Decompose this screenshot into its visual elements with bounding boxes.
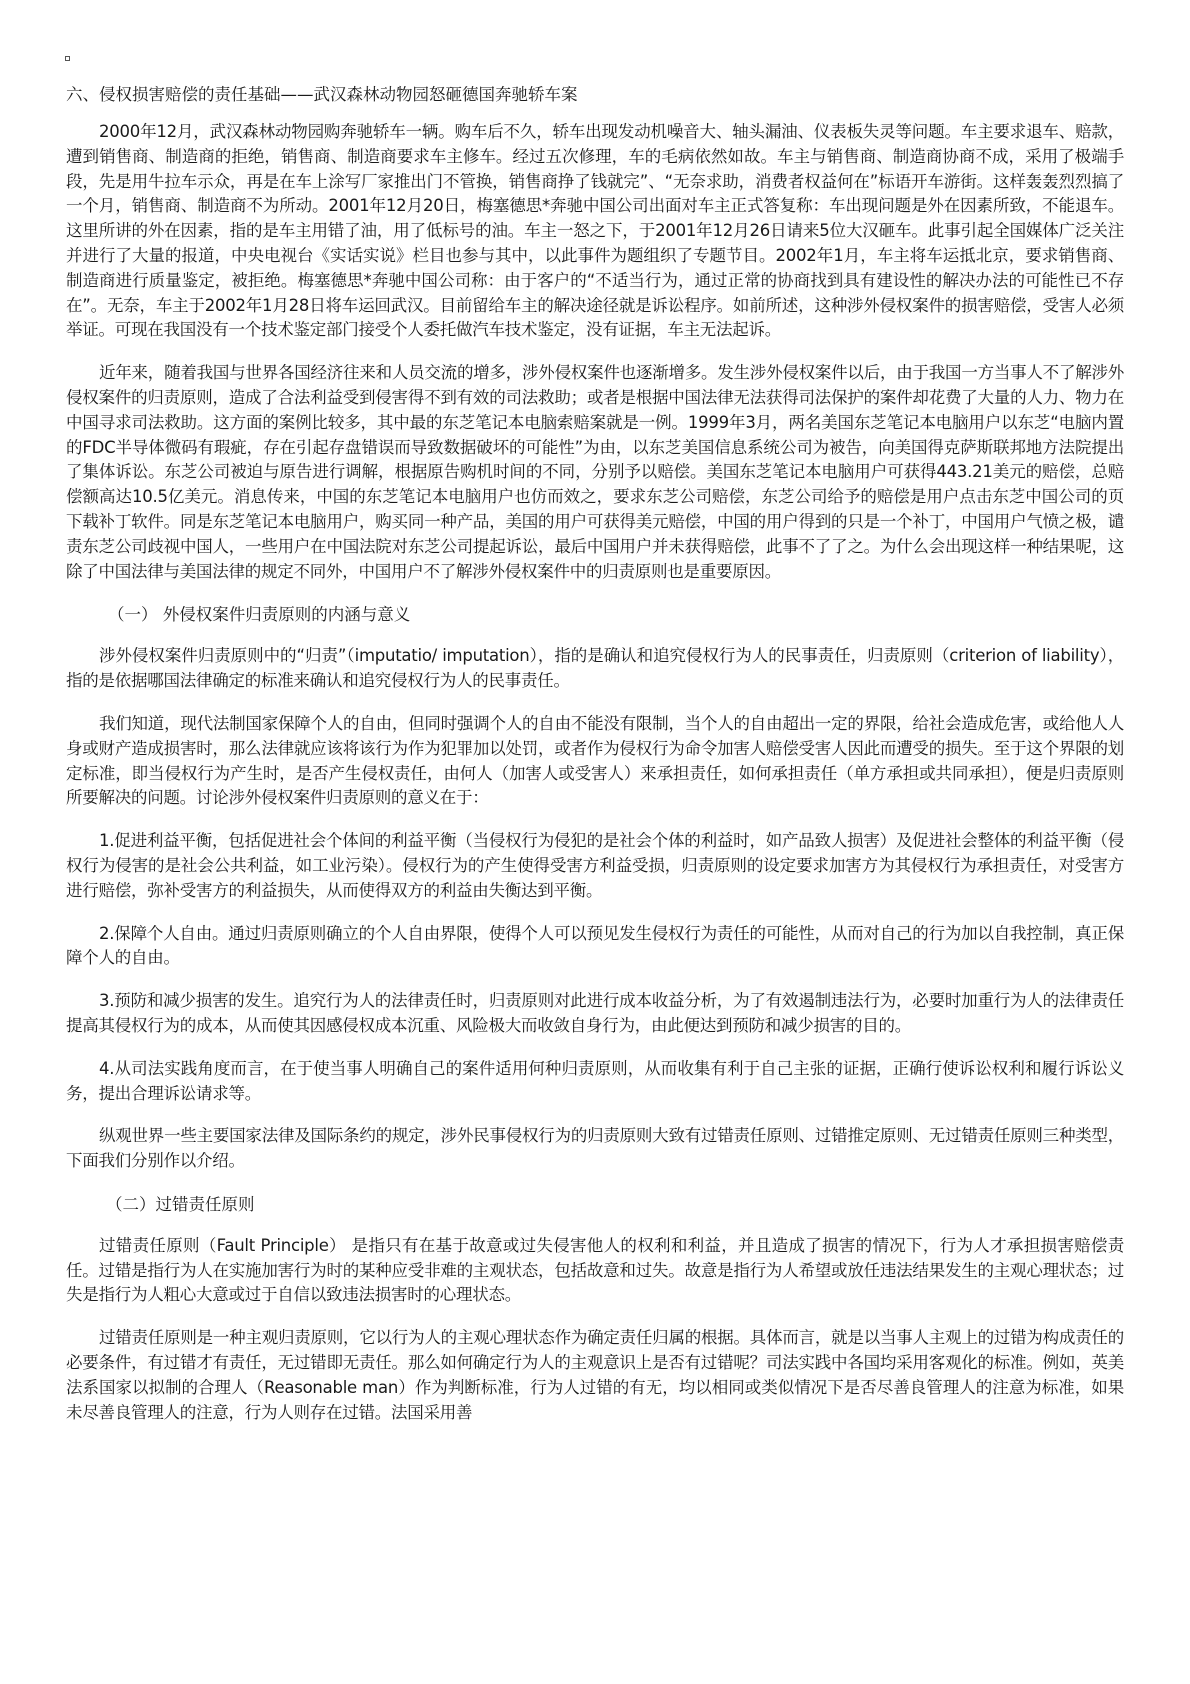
paragraph: 近年来，随着我国与世界各国经济往来和人员交流的增多，涉外侵权案件也逐渐增多。发生涉外侵权案件以后，由于我国一方当事人不了解涉外侵权案件的归责原则，造成了合法利益受到侵害得不到有效的司法救助；或者是根据中国法律无法获得司法保护的案件却花费了大量的人力、物力在中国寻求司法救助。这方面的案例比较多，其中最的东芝笔记本电脑索赔案就是一例。1999年3月，两名美国东芝笔记本电脑用户以东芝“电脑内置的FDC半导体微码有瑕疵，存在引起存盘错误而导致数据破坏的可能性”为由，以东芝美国信息系统公司为被告，向美国得克萨斯联邦地方法院提出了集体诉讼。东芝公司被迫与原告进行调解，根据原告购机时间的不同，分别予以赔偿。美国东芝笔记本电脑用户可获得443.21美元的赔偿，总赔偿额高达10.5亿美元。消息传来，中国的东芝笔记本电脑用户也仿而效之，要求东芝公司赔偿，东芝公司给予的赔偿是用户点击东芝中国公司的页下载补丁软件。同是东芝笔记本电脑用户，购买同一种产品，美国的用户可获得美元赔偿，中国的用户得到的只是一个补丁，中国用户气愤之极，谴责东芝公司歧视中国人，一些用户在中国法院对东芝公司提起诉讼，最后中国用户并未获得赔偿，此事不了了之。为什么会出现这样一种结果呢，这除了中国法律与美国法律的规定不同外，中国用户不了解涉外侵权案件中的归责原则也是重要原因。 [66, 363, 1124, 581]
paragraph: 纵观世界一些主要国家法律及国际条约的规定，涉外民事侵权行为的归责原则大致有过错责任原则、过错推定原则、无过错责任原则三种类型，下面我们分别作以介绍。 [66, 1126, 1124, 1171]
subsection-heading: （一） 外侵权案件归责原则的内涵与意义 [108, 605, 411, 625]
document-body [66, 82, 1124, 1443]
paragraph: 1.促进利益平衡，包括促进社会个体间的利益平衡（当侵权行为侵犯的是社会个体的利益时，如产品致人损害）及促进社会整体的利益平衡（侵权行为侵害的是社会公共利益，如工业污染）。侵权行为的产生使得受害方利益受损，归责原则的设定要求加害方为其侵权行为承担责任，对受害方进行赔偿，弥补受害方的利益损失，从而使得双方的利益由失衡达到平衡。 [66, 831, 1124, 900]
paragraph: 过错责任原则是一种主观归责原则，它以行为人的主观心理状态作为确定责任归属的根据。具体而言，就是以当事人主观上的过错为构成责任的必要条件，有过错才有责任，无过错即无责任。那么如何确定行为人的主观意识上是否有过错呢？司法实践中各国均采用客观化的标准。例如，英美法系国家以拟制的合理人（Reasonable man）作为判断标准，行为人过错的有无，均以相同或类似情况下是否尽善良管理人的注意为标准，如果未尽善良管理人的注意，行为人则存在过错。法国采用善 [66, 1328, 1124, 1422]
subsection-heading: （二）过错责任原则 [106, 1194, 255, 1214]
paragraph: 4.从司法实践角度而言，在于使当事人明确自己的案件适用何种归责原则，从而收集有利于自己主张的证据，正确行使诉讼权利和履行诉讼义务，提出合理诉讼请求等。 [66, 1058, 1124, 1103]
section-title: 六、侵权损害赔偿的责任基础——武汉森林动物园怒砸德国奔驰轿车案 [66, 85, 578, 104]
paragraph: 2000年12月，武汉森林动物园购奔驰轿车一辆。购车后不久，轿车出现发动机噪音大、轴头漏油、仪表板失灵等问题。车主要求退车、赔款，遭到销售商、制造商的拒绝，销售商、制造商要求车主修车。经过五次修理，车的毛病依然如故。车主与销售商、制造商协商不成，采用了极端手段，先是用牛拉车示众，再是在车上涂写厂家推出门不管换，销售商挣了钱就完”、“无奈求助，消费者权益何在”标语开车游街。这样轰轰烈烈搞了一个月，销售商、制造商不为所动。2001年12月20日，梅塞德思*奔驰中国公司出面对车主正式答复称：车出现问题是外在因素所致，不能退车。这里所讲的外在因素，指的是车主用错了油，用了低标号的油。车主一怒之下，于2001年12月26日请来5位大汉砸车。此事引起全国媒体广泛关注并进行了大量的报道，中央电视台《实话实说》栏目也参与其中，以此事件为题组织了专题节目。2002年1月，车主将车运抵北京，要求销售商、制造商进行质量鉴定，被拒绝。梅塞德思*奔驰中国公司称：由于客户的“不适当行为，通过正常的协商找到具有建设性的解决办法的可能性已不存在”。无奈，车主于2002年1月28日将车运回武汉。目前留给车主的解决途径就是诉讼程序。如前所述，这种涉外侵权案件的损害赔偿，受害人必须举证。可现在我国没有一个技术鉴定部门接受个人委托做汽车技术鉴定，没有证据，车主无法起诉。 [66, 122, 1124, 340]
paragraph: 涉外侵权案件归责原则中的“归责”（imputatio/ imputation），指的是确认和追究侵权行为人的民事责任，归责原则（criterion of liability），指的是依据哪国法律确定的标准来确认和追究侵权行为人的民事责任。 [66, 646, 1124, 691]
paragraph: 过错责任原则（Fault Principle） 是指只有在基于故意或过失侵害他人的权利和利益，并且造成了损害的情况下，行为人才承担损害赔偿责任。过错是指行为人在实施加害行为时的某种应受非难的主观状态，包括故意和过失。故意是指行为人希望或放任违法结果发生的主观心理状态；过失是指行为人粗心大意或过于自信以致违法损害时的心理状态。 [66, 1235, 1124, 1305]
bullet-marker-icon [65, 56, 70, 61]
paragraph: 我们知道，现代法制国家保障个人的自由，但同时强调个人的自由不能没有限制，当个人的自由超出一定的界限，给社会造成危害，或给他人人身或财产造成损害时，那么法律就应该将该行为作为犯罪加以处罚，或者作为侵权行为命令加害人赔偿受害人因此而遭受的损失。至于这个界限的划定标准，即当侵权行为产生时，是否产生侵权责任，由何人（加害人或受害人）来承担责任，如何承担责任（单方承担或共同承担），便是归责原则所要解决的问题。讨论涉外侵权案件归责原则的意义在于： [66, 713, 1124, 808]
paragraph: 2.保障个人自由。通过归责原则确立的个人自由界限，使得个人可以预见发生侵权行为责任的可能性，从而对自己的行为加以自我控制，真正保障个人的自由。 [66, 923, 1124, 968]
paragraph: 3.预防和减少损害的发生。追究行为人的法律责任时，归责原则对此进行成本收益分析，为了有效遏制违法行为，必要时加重行为人的法律责任提高其侵权行为的成本，从而使其因感侵权成本沉重、风险极大而收敛自身行为，由此便达到预防和减少损害的目的。 [66, 991, 1124, 1035]
